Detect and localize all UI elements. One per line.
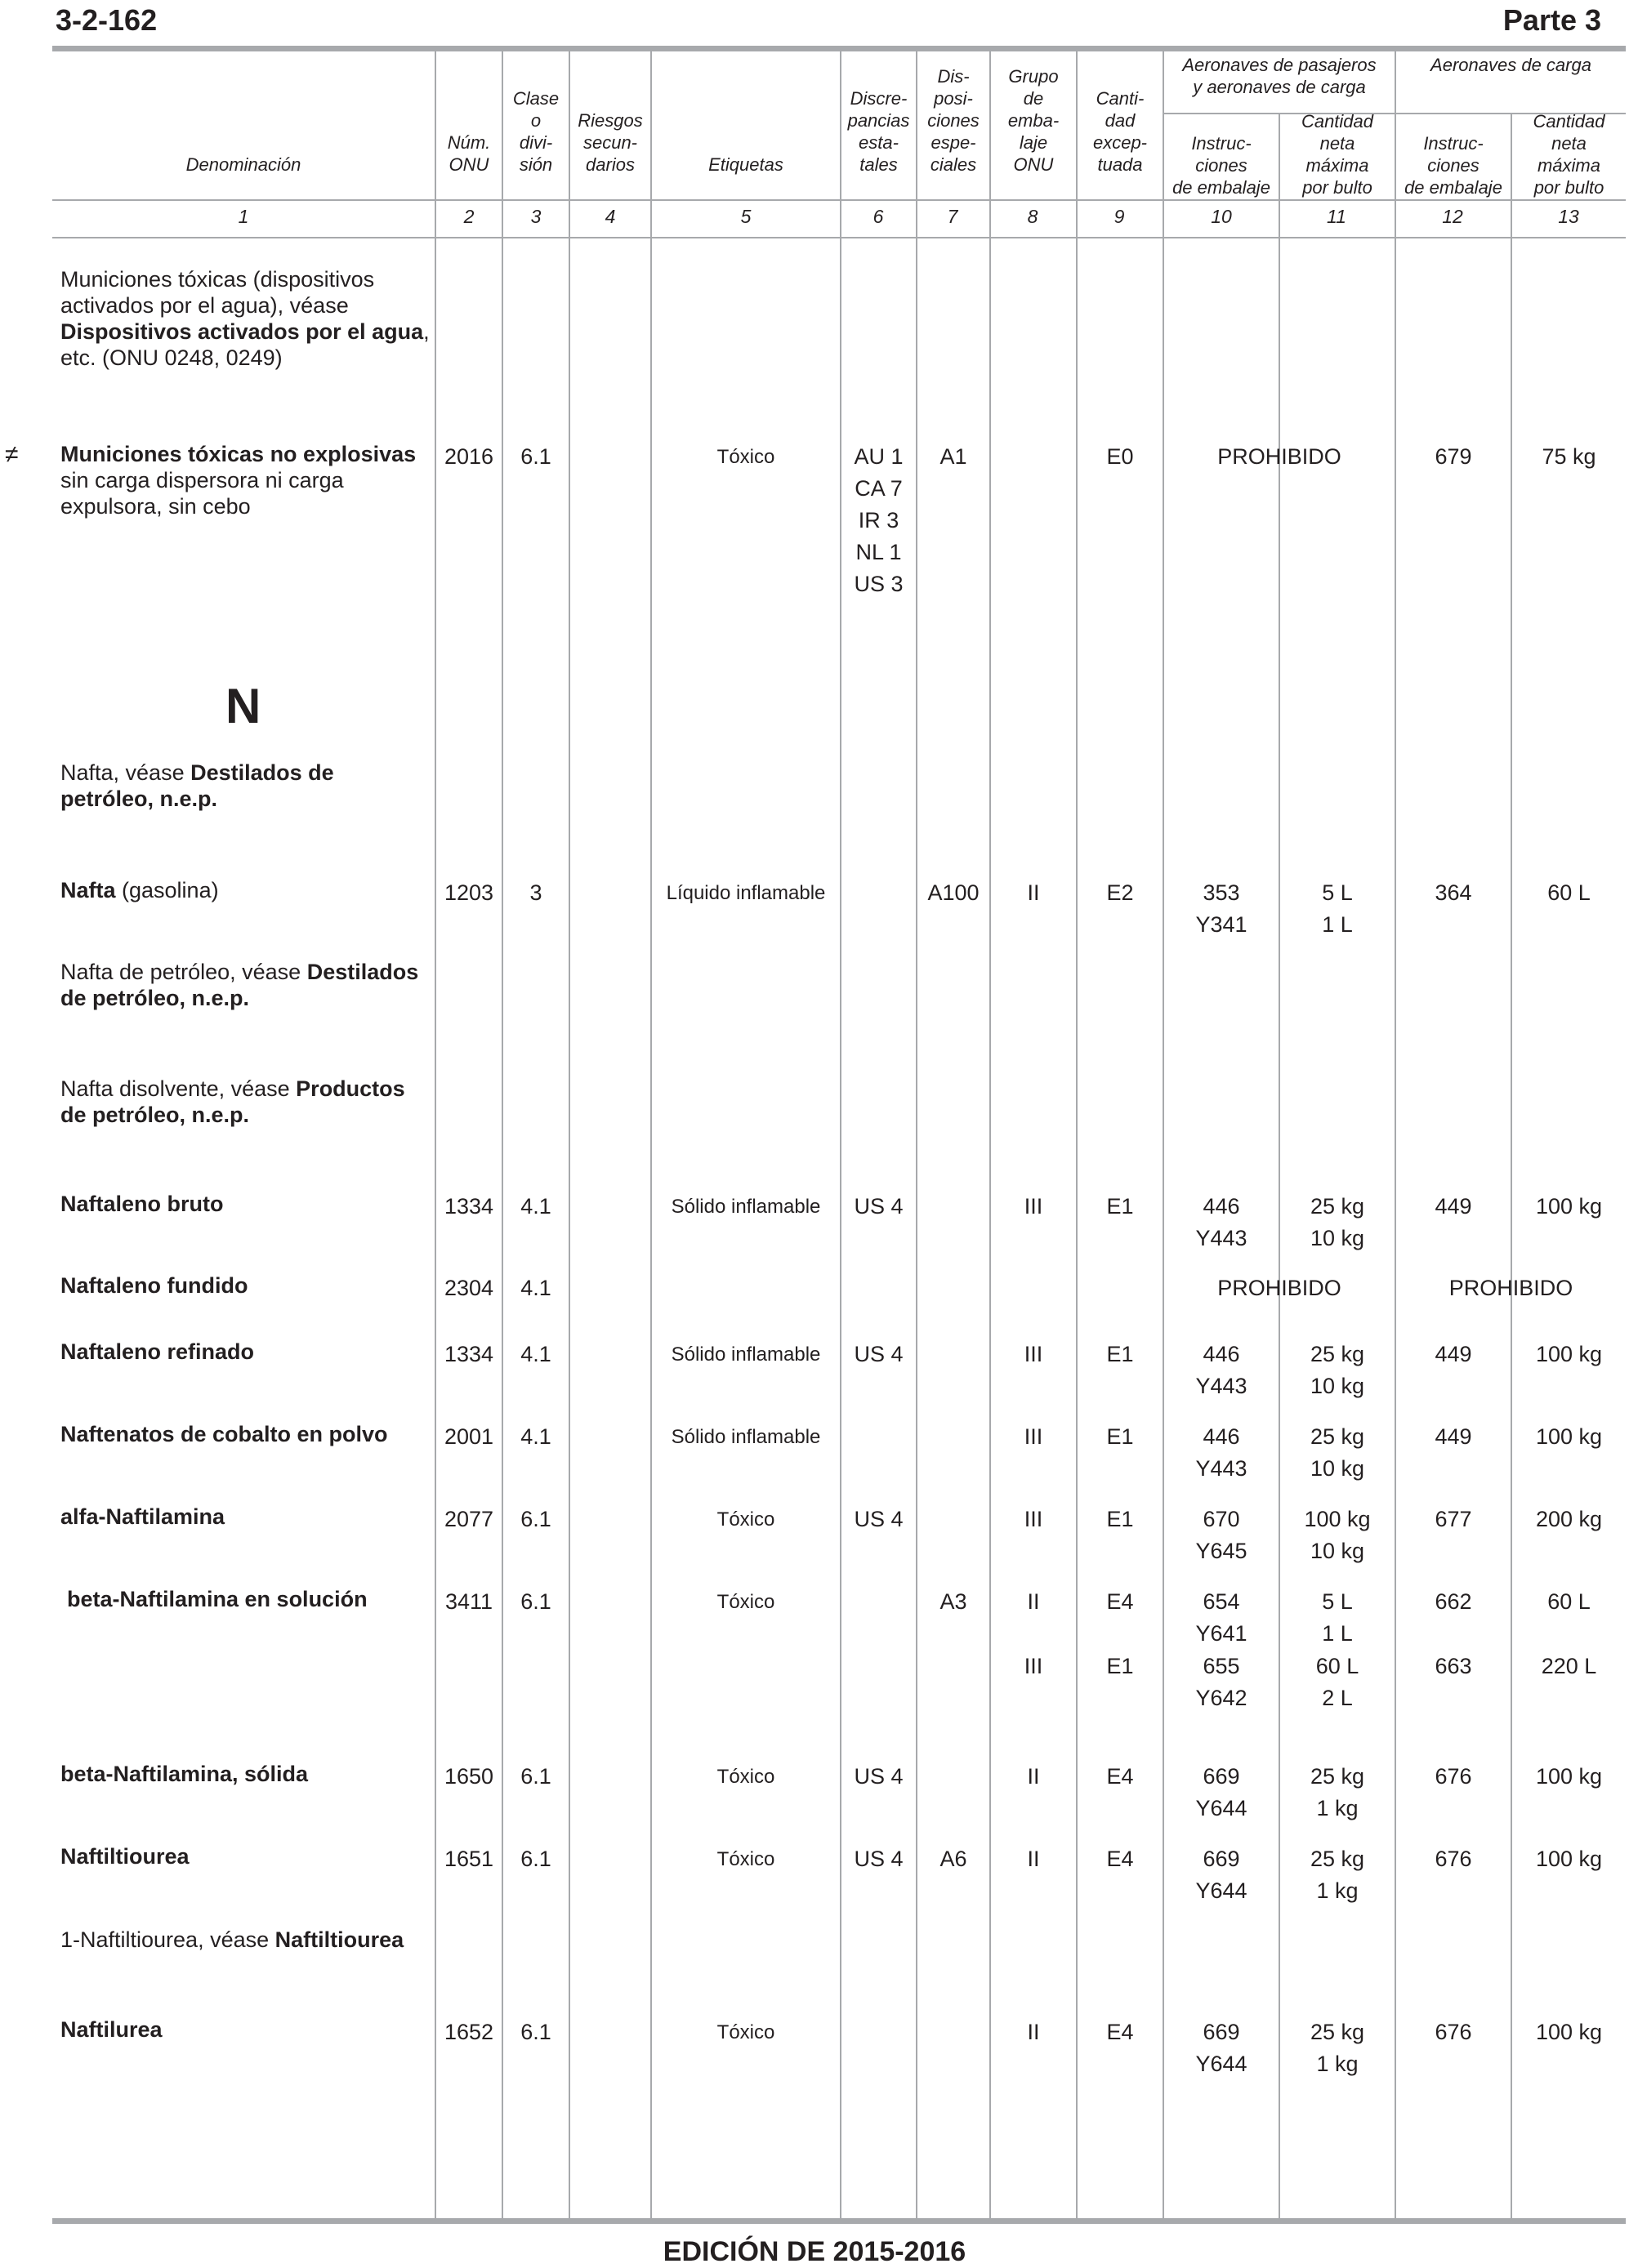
pax-max-quantity: 100 kg 10 kg <box>1304 1507 1371 1563</box>
cargo-max-quantity: 60 L <box>1547 1589 1591 1614</box>
class-division: 6.1 <box>520 444 551 469</box>
state-variations: US 4 <box>854 1764 904 1789</box>
group-header-carga: Aeronaves de carga <box>1430 55 1591 75</box>
entry-name: Naftaleno refinado <box>60 1339 255 1364</box>
col-header-etiquetas: Etiquetas <box>708 154 783 175</box>
section-letter: N <box>225 679 261 733</box>
excepted-quantity: E4 <box>1106 1764 1134 1789</box>
label-text: Sólido inflamable <box>671 1426 821 1448</box>
cargo-max-quantity: 100 kg <box>1535 1424 1603 1449</box>
group-header-pasajeros: Aeronaves de pasajeros y aeronaves de carga <box>1182 55 1377 97</box>
col-header-cantidad-exceptuada: Canti- dad excep- tuada <box>1092 88 1148 175</box>
un-number: 2077 <box>444 1507 494 1531</box>
pax-forbidden: PROHIBIDO <box>1217 1276 1341 1300</box>
pax-packing-instruction: 353 Y341 <box>1195 880 1247 937</box>
label-text: Tóxico <box>716 1508 775 1531</box>
state-variations: US 4 <box>854 1847 904 1871</box>
packing-group: III <box>1024 1654 1043 1678</box>
special-provisions: A6 <box>939 1847 967 1871</box>
cargo-packing-instruction: 676 <box>1435 1764 1472 1789</box>
entry-name: Naftilurea <box>60 2017 163 2042</box>
column-number: 1 <box>238 206 249 227</box>
label-text: Tóxico <box>716 2021 775 2043</box>
excepted-quantity: E2 <box>1106 880 1134 905</box>
pax-packing-instruction: 446 Y443 <box>1195 1342 1247 1398</box>
packing-group: III <box>1024 1194 1043 1219</box>
special-provisions: A1 <box>939 444 967 469</box>
class-division: 6.1 <box>520 1507 551 1531</box>
pax-max-quantity: 5 L 1 L <box>1322 880 1353 937</box>
column-number: 5 <box>740 206 752 227</box>
cargo-max-quantity: 100 kg <box>1535 1764 1603 1789</box>
column-number: 4 <box>605 206 616 227</box>
special-provisions: A100 <box>927 880 980 905</box>
packing-group: III <box>1024 1424 1043 1449</box>
cargo-max-quantity: 60 L <box>1547 880 1591 905</box>
column-number: 12 <box>1442 206 1463 227</box>
col-header-denominacion: Denominación <box>185 154 301 175</box>
cargo-packing-instruction: 449 <box>1435 1194 1472 1219</box>
entry-name: Municiones tóxicas (dispositivos activados por el agua), véase Dispositivos activados por el agua, etc. (ONU 0248, 0249) <box>60 267 430 370</box>
class-division: 3 <box>529 880 542 905</box>
col-header-num-onu: Núm. ONU <box>447 132 491 175</box>
cargo-max-quantity: 220 L <box>1541 1654 1597 1678</box>
class-division: 4.1 <box>520 1342 551 1366</box>
pax-max-quantity: 60 L 2 L <box>1315 1654 1359 1710</box>
packing-group: II <box>1027 880 1040 905</box>
column-number: 8 <box>1027 206 1038 227</box>
cargo-max-quantity: 75 kg <box>1542 444 1596 469</box>
cargo-packing-instruction: 676 <box>1435 2020 1472 2044</box>
excepted-quantity: E1 <box>1106 1507 1134 1531</box>
entry-name: Nafta de petróleo, véase Destilados de petróleo, n.e.p. <box>60 960 419 1010</box>
entry-name: beta-Naftilamina en solución <box>67 1587 368 1611</box>
label-text: Tóxico <box>716 446 775 468</box>
un-number: 2001 <box>444 1424 494 1449</box>
part-title: Parte 3 <box>1502 3 1601 37</box>
col-header-instrucciones-carga: Instruc- ciones de embalaje <box>1404 133 1502 198</box>
pax-packing-instruction: 669 Y644 <box>1195 1764 1247 1820</box>
change-mark: ≠ <box>5 441 19 468</box>
pax-max-quantity: 25 kg 10 kg <box>1310 1424 1365 1481</box>
pax-max-quantity: 25 kg 10 kg <box>1310 1194 1365 1250</box>
un-number: 1651 <box>444 1847 494 1871</box>
excepted-quantity: E4 <box>1106 2020 1134 2044</box>
col-header-instrucciones-pax: Instruc- ciones de embalaje <box>1172 133 1270 198</box>
label-text: Sólido inflamable <box>671 1196 821 1218</box>
un-number: 2016 <box>444 444 494 469</box>
col-header-disposiciones: Dis- posi- ciones espe- ciales <box>927 66 980 175</box>
cargo-max-quantity: 100 kg <box>1535 1342 1603 1366</box>
entry-name: 1-Naftiltiourea, véase Naftiltiourea <box>60 1927 404 1952</box>
class-division: 4.1 <box>520 1276 551 1300</box>
un-number: 2304 <box>444 1276 494 1300</box>
cargo-packing-instruction: 449 <box>1435 1342 1472 1366</box>
page-number: 3-2-162 <box>56 3 158 37</box>
column-number: 7 <box>947 206 958 227</box>
class-division: 6.1 <box>520 2020 551 2044</box>
excepted-quantity: E0 <box>1106 444 1134 469</box>
cargo-packing-instruction: 676 <box>1435 1847 1472 1871</box>
column-number: 9 <box>1114 206 1125 227</box>
class-division: 4.1 <box>520 1194 551 1219</box>
entry-name: beta-Naftilamina, sólida <box>60 1762 309 1786</box>
column-number: 3 <box>530 206 542 227</box>
pax-forbidden: PROHIBIDO <box>1217 444 1341 469</box>
pax-max-quantity: 25 kg 1 kg <box>1310 1764 1365 1820</box>
pax-packing-instruction: 670 Y645 <box>1195 1507 1247 1563</box>
entry-name: Naftaleno fundido <box>60 1273 248 1298</box>
cargo-max-quantity: 100 kg <box>1535 2020 1603 2044</box>
label-text: Tóxico <box>716 1766 775 1788</box>
cargo-max-quantity: 100 kg <box>1535 1194 1603 1219</box>
label-text: Tóxico <box>716 1591 775 1613</box>
packing-group: II <box>1027 1847 1040 1871</box>
column-number: 13 <box>1558 206 1579 227</box>
cargo-packing-instruction: 449 <box>1435 1424 1472 1449</box>
excepted-quantity: E1 <box>1106 1424 1134 1449</box>
class-division: 4.1 <box>520 1424 551 1449</box>
packing-group: III <box>1024 1342 1043 1366</box>
column-number: 2 <box>463 206 475 227</box>
col-header-cantidad-carga: Cantidad neta máxima por bulto <box>1533 111 1605 198</box>
class-division: 6.1 <box>520 1764 551 1789</box>
pax-packing-instruction: 669 Y644 <box>1195 1847 1247 1903</box>
un-number: 1652 <box>444 2020 494 2044</box>
un-number: 1203 <box>444 880 494 905</box>
label-text: Sólido inflamable <box>671 1343 821 1366</box>
column-number: 6 <box>873 206 884 227</box>
state-variations: US 4 <box>854 1194 904 1219</box>
un-number: 3411 <box>444 1589 493 1614</box>
entry-name: Nafta, véase Destilados de petróleo, n.e.p. <box>60 760 334 811</box>
entry-name: Naftenatos de cobalto en polvo <box>60 1422 388 1446</box>
col-header-grupo-embalaje: Grupo de emba- laje ONU <box>1007 66 1060 175</box>
cargo-max-quantity: 200 kg <box>1535 1507 1603 1531</box>
cargo-packing-instruction: 663 <box>1435 1654 1472 1678</box>
label-text: Tóxico <box>716 1848 775 1870</box>
entry-name: Naftiltiourea <box>60 1844 190 1869</box>
special-provisions: A3 <box>939 1589 967 1614</box>
cargo-packing-instruction: 364 <box>1435 880 1472 905</box>
un-number: 1334 <box>444 1342 494 1366</box>
excepted-quantity: E1 <box>1106 1654 1134 1678</box>
entry-name: Nafta (gasolina) <box>60 878 219 902</box>
column-number: 10 <box>1211 206 1232 227</box>
state-variations: AU 1 CA 7 IR 3 NL 1 US 3 <box>854 444 904 596</box>
cargo-packing-instruction: 677 <box>1435 1507 1472 1531</box>
excepted-quantity: E1 <box>1106 1194 1134 1219</box>
entry-name: alfa-Naftilamina <box>60 1504 225 1529</box>
un-number: 1650 <box>444 1764 494 1789</box>
entry-name: Nafta disolvente, véase Productos de petróleo, n.e.p. <box>60 1076 405 1127</box>
pax-max-quantity: 25 kg 10 kg <box>1310 1342 1365 1398</box>
pax-max-quantity: 25 kg 1 kg <box>1310 1847 1365 1903</box>
state-variations: US 4 <box>854 1342 904 1366</box>
pax-packing-instruction: 654 Y641 <box>1195 1589 1247 1646</box>
column-number: 11 <box>1327 206 1346 227</box>
pax-packing-instruction: 446 Y443 <box>1195 1424 1247 1481</box>
packing-group: II <box>1027 2020 1040 2044</box>
entry-name: Naftaleno bruto <box>60 1192 224 1216</box>
un-number: 1334 <box>444 1194 494 1219</box>
pax-packing-instruction: 446 Y443 <box>1195 1194 1247 1250</box>
packing-group: II <box>1027 1764 1040 1789</box>
cargo-packing-instruction: 679 <box>1435 444 1472 469</box>
class-division: 6.1 <box>520 1847 551 1871</box>
pax-packing-instruction: 655 Y642 <box>1195 1654 1247 1710</box>
col-header-discrepancias: Discre- pancias esta- tales <box>847 88 910 175</box>
excepted-quantity: E1 <box>1106 1342 1134 1366</box>
excepted-quantity: E4 <box>1106 1589 1134 1614</box>
state-variations: US 4 <box>854 1507 904 1531</box>
col-header-cantidad-pax: Cantidad neta máxima por bulto <box>1301 111 1374 198</box>
pax-max-quantity: 25 kg 1 kg <box>1310 2020 1365 2076</box>
class-division: 6.1 <box>520 1589 551 1614</box>
cargo-forbidden: PROHIBIDO <box>1448 1276 1573 1300</box>
pax-max-quantity: 5 L 1 L <box>1322 1589 1353 1646</box>
pax-packing-instruction: 669 Y644 <box>1195 2020 1247 2076</box>
excepted-quantity: E4 <box>1106 1847 1134 1871</box>
label-text: Líquido inflamable <box>666 882 826 904</box>
cargo-packing-instruction: 662 <box>1435 1589 1472 1614</box>
cargo-max-quantity: 100 kg <box>1535 1847 1603 1871</box>
packing-group: III <box>1024 1507 1043 1531</box>
entry-name: Municiones tóxicas no explosivas sin carga dispersora ni carga expulsora, sin cebo <box>60 442 417 519</box>
edition-footer: EDICIÓN DE 2015-2016 <box>663 2236 966 2267</box>
packing-group: II <box>1027 1589 1040 1614</box>
col-header-riesgos: Riesgos secun- darios <box>578 110 643 175</box>
col-header-clase: Clase o divi- sión <box>512 88 560 175</box>
